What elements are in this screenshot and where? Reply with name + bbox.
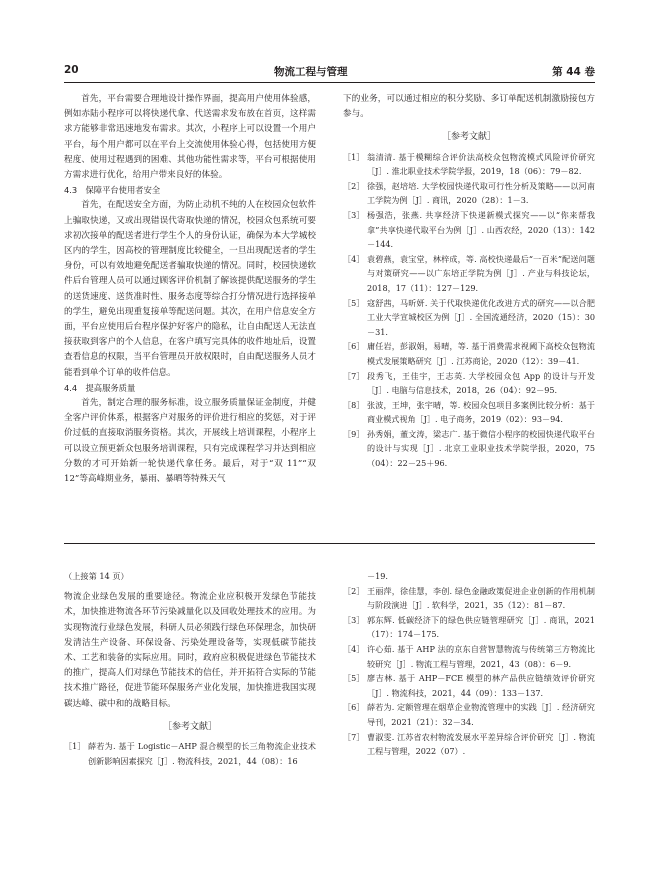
- reference-number: ［7］: [343, 370, 365, 381]
- section-heading: 4.3 保障平台使用者安全: [64, 185, 161, 196]
- reference-number: ［6］: [343, 341, 365, 352]
- reference-number: ［4］: [343, 253, 365, 264]
- reference-text: 薛若为. 基于 Logistic－AHP 混合模型的长三角物流企业技术创新影响因素探究［J］. 物流科技，2021，44（08）：16: [88, 741, 316, 766]
- reference-item: [343, 427, 595, 471]
- reference-text: 寇舒茜，马昕妍. 关于代取快递优化改进方式的研究——以合肥工业大学宣城校区为例［J］. 全国流通经济，2020（15）：30－31.: [367, 297, 595, 337]
- reference-text: 曹淑雯. 江苏省农村物流发展水平差异综合评价研究［J］. 物流工程与管理，2022（07）.: [367, 731, 595, 757]
- reference-item: [343, 730, 595, 759]
- reference-text: 许心茹. 基于 AHP 法的京东自营智慧物流与传统第三方物流比较研究［J］. 物流工程与管理，2021，43（08）：6－9.: [367, 643, 595, 669]
- reference-number: ［2］: [343, 180, 365, 191]
- reference-continuation: [343, 569, 595, 584]
- page-number: 20: [64, 64, 79, 76]
- reference-item: [343, 252, 595, 296]
- reference-text: 郭东辉. 低碳经济下的绿色供应链管理研究［J］. 商讯，2021（17）：174－175.: [367, 614, 595, 640]
- paragraph: 物流企业绿色发展的重要途径。物流企业应积极开发绿色节能技术，加快推进物流各环节污染减量化以及回收处理技术的应用。为实现物流行业绿色发展，科研人员必须践行绿色环保理念，加快研发清洁生产设备、环保设备、污染处理设备等，实现低碳节能技术、工艺和装备的实际应用。同时，政府应积极促进绿色节能技术的推广，提高人们对绿色节能技术的信任，并开拓符合实际的节能技术推广路径，促进节能环保服务产业化发展，加快推进我国实现碳达峰、碳中和的战略目标。: [64, 592, 316, 709]
- reference-number: ［3］: [343, 209, 365, 220]
- reference-text: 翁清清. 基于模糊综合评价法高校众包物流模式风险评价研究［J］. 淮北职业技术学院学报，2019，18（06）：79－82.: [367, 151, 595, 177]
- reference-item: [343, 369, 595, 398]
- reference-text: 杨强浩，张燕. 共享经济下快递新模式探究——以“你来帮我拿”共享快递代取平台为例［J］. 山西农经，2020（13）：142－144.: [367, 209, 595, 250]
- paragraph: 首先，制定合理的服务标准，设立服务质量保证金制度，并健全客户评价体系，根据客户对服务的评价进行相应的奖惩，对于评价过低的直接取消服务资格。其次，开展线上培训课程，小程序上可以设立预更新众包服务培训课程，只有完成课程学习并达到相应分数的才可开始新一轮快递代拿任务。最后，对于“双 11”“双 12”等高峰期业务，暴雨、暴晒等特殊天气: [64, 398, 316, 485]
- reference-item: [64, 739, 316, 768]
- paragraph: 首先，平台需要合理地设计操作界面，提高用户使用体验感，例如赤陆小程序可以将快递代拿、代送需求发布放在首页，这样需求方能够非常迅速地发布需求。其次，小程序上可以设置一个用户平台，每个用户都可以在平台上交流使用体验心得，包括使用方便程度、使用过程遇到的困难、其他功能性需求等，平台可根据使用方需求进行优化，给用户带来良好的体验。: [64, 94, 316, 181]
- reference-number: ［9］: [343, 428, 365, 439]
- article-divider: [64, 543, 595, 544]
- reference-item: [343, 642, 595, 671]
- references-list: [343, 569, 595, 759]
- paragraph-continuation: 下的业务，可以通过相应的积分奖励、多订单配送机制激励接包方参与。: [343, 94, 595, 120]
- reference-item: [343, 700, 595, 729]
- reference-text: 段秀飞，王佳宇，王志英. 大学校园众包 App 的设计与开发［J］. 电脑与信息技术，2018，26（04）：92－95.: [367, 370, 595, 396]
- reference-number: ［5］: [343, 673, 365, 684]
- reference-item: [343, 584, 595, 613]
- reference-item: [343, 398, 595, 427]
- left-column-top: [64, 92, 316, 487]
- references-heading: ［参考文献］: [441, 132, 496, 143]
- volume-label: 第 44 卷: [552, 66, 595, 78]
- reference-item: [343, 296, 595, 340]
- reference-number: ［4］: [343, 643, 365, 654]
- reference-text: 徐强，赵培培. 大学校园快递代取可行性分析及策略——以河南工学院为例［J］. 商讯，2020（28）：1－3.: [367, 180, 595, 206]
- reference-item: [343, 208, 595, 252]
- reference-item: [343, 179, 595, 208]
- section-heading: 4.4 提高服务质量: [64, 382, 136, 393]
- journal-title: 物流工程与管理: [274, 66, 348, 78]
- right-column-top: [343, 92, 595, 471]
- reference-text: 薛若为. 定额管理在烟草企业物流管理中的实践［J］. 经济研究导刊，2021（21）：32－34.: [367, 702, 595, 727]
- reference-item: [343, 613, 595, 642]
- reference-text: 庸任岩，彭淑娟，易晴，等. 基于消费需求视阈下高校众包物流模式发展策略研究［J］. 江苏商论，2020（12）：39－41.: [367, 341, 595, 366]
- reference-text: 张波，王坤，张宇晴，等. 校园众包项目多案例比较分析：基于商业模式视角［J］. 电子商务，2019（02）：93－94.: [367, 399, 595, 425]
- left-column-bottom: [64, 569, 316, 768]
- reference-item: [343, 150, 595, 179]
- reference-number: ［6］: [343, 702, 365, 713]
- continuation-note: （上接第 14 页）: [64, 571, 129, 581]
- page-header: [64, 64, 595, 83]
- reference-number: ［7］: [343, 731, 365, 742]
- reference-text: 孙秀娟，董文涛，梁志广. 基于微信小程序的校园快递代取平台的设计与实现［J］. 北京工业职业技术学院学报，2020，75（04）：22－25＋96.: [367, 428, 595, 469]
- paragraph: 首先，在配送安全方面，为防止动机不纯的人在校园众包软件上骗取快递，又或出现错误代寄取快递的情况，校园众包系统可要求初次接单的配送者进行学生个人的身份认证，确保为本大学城校区内的学生，因高校的管理制度比较健全，一旦出现配送者的学生身份，可以有效地避免配送者骗取快递的情况。同时，校园快递软件后台管理人员可以通过顾客评价机制了解该提供配送服务的学生的送货速度、送货准时性、服务态度等综合打分情况进行选择接单的学生，避免出现重复接单等配送问题。其次，在用户信息安全方面，平台应使用后台程序保护好客户的隐私，让自由配送人无法直接获取到客户的个人信息，在客户填写完具体的收件地址后，设置查看信息的权限，当平台管理员开放权限时，自由配送服务人员才能看到单个订单的收件信息。: [64, 200, 316, 378]
- reference-number: ［1］: [343, 151, 365, 162]
- reference-text: 袁碧燕，袁宝堂，林梓成，等. 高校快递最后“一百米”配送问题与对策研究——以广东培正学院为例［J］. 产业与科技论坛，2018，17（11）：127－129.: [367, 253, 595, 293]
- reference-text: 廖吉林. 基于 AHP－FCE 模型的林产品供应链绩效评价研究［J］. 物流科技，2021，44（09）：133－137.: [367, 673, 595, 698]
- references-list: [64, 739, 316, 768]
- reference-text: 王丽萍，徐佳慧，李创. 绿色金融政策促进企业创新的作用机制与阶段演进［J］. 软科学，2021，35（12）：81－87.: [367, 585, 595, 611]
- reference-item: [343, 339, 595, 368]
- reference-number: ［2］: [343, 585, 365, 596]
- reference-item: [343, 671, 595, 700]
- reference-number: ［8］: [343, 399, 365, 410]
- reference-number: ［5］: [343, 297, 365, 308]
- references-list: [343, 150, 595, 471]
- reference-number: ［1］: [64, 741, 86, 752]
- reference-text: －19.: [367, 571, 388, 581]
- references-heading: ［参考文献］: [162, 721, 217, 732]
- reference-number: ［3］: [343, 614, 365, 625]
- right-column-bottom: [343, 569, 595, 759]
